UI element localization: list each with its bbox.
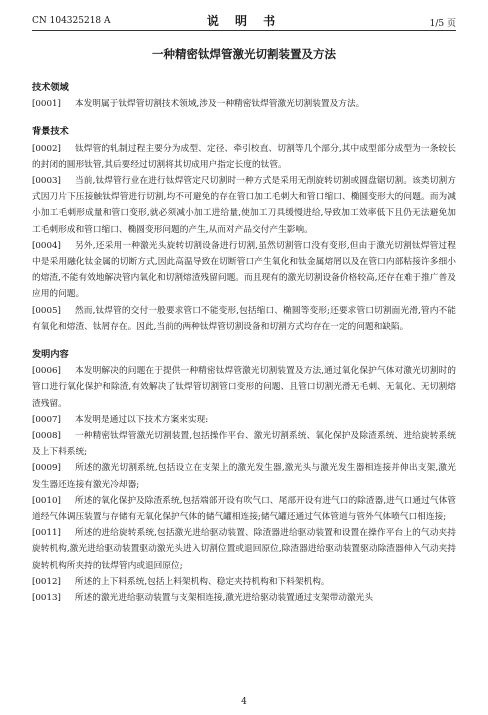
paragraph xyxy=(32,460,456,492)
paragraph-number: [0013] xyxy=(32,593,61,604)
section-heading: 技术领域 xyxy=(32,82,69,93)
paragraph-text: 另外,还采用一种激光头旋转切割设备进行切割,虽然切割管口没有变形,但由于激光切割钛焊管过程中是采用融化钛金属的切断方式,因此高温导致在切断管口产生氧化和钛金属熔屑以及在管口内部粘接许多细小的熔渣,不能有效地解决管内氧化和切割熔渣残留问题。而且现有的激光切割设备价格较高,还存在难于推广普及应用的问题。 xyxy=(32,240,456,300)
paragraph-text: 然而,钛焊管的交付一般要求管口不能变形,包括缩口、椭圆等变形;还要求管口切割面光滑,管内不能有氧化和熔渣、钛屑存在。因此,当前的两种钛焊管切割设备和切割方式均存在一定的问题和缺陷。 xyxy=(32,305,456,332)
paragraph-text: 本发明是通过以下技术方案来实现: xyxy=(74,414,209,425)
paragraph xyxy=(32,590,456,606)
paragraph xyxy=(32,574,456,590)
paragraph xyxy=(32,238,456,303)
paragraph-text: 所述的激光进给驱动装置与支架相连接,激光进给驱动装置通过支架带动激光头 xyxy=(74,593,374,604)
paragraph xyxy=(32,428,456,460)
paragraph-text: 一种精密钛焊管激光切割装置,包括操作平台、激光切割系统、氧化保护及除渣系统、进给旋转系统及上下料系统; xyxy=(32,431,456,458)
paragraph-number: [0012] xyxy=(32,576,61,587)
paragraph xyxy=(32,173,456,238)
page-indicator: 1/5 页 xyxy=(429,19,456,29)
document-title: 一种精密钛焊管激光切割装置及方法 xyxy=(152,47,336,61)
paragraph-text: 本发明解决的问题在于提供一种精密钛焊管激光切割装置及方法,通过氧化保护气体对激光切割时的管口进行氧化保护和除渣,有效解决了钛焊管切割管口变形的问题、且管口切割光滑无毛刺、无氧化、无切割熔渣残留。 xyxy=(32,366,456,409)
section-heading: 发明内容 xyxy=(32,349,69,361)
paragraph-text: 所述的上下料系统,包括上料架机构、稳定夹持机构和下料架机构。 xyxy=(74,576,330,587)
paragraph-number: [0011] xyxy=(32,528,61,539)
paragraph-number: [0005] xyxy=(32,305,61,316)
paragraph xyxy=(32,96,456,112)
paragraph-number: [0006] xyxy=(32,366,61,377)
paragraph-number: [0003] xyxy=(32,176,61,187)
paragraph xyxy=(32,412,456,428)
paragraph xyxy=(32,303,456,335)
document-body xyxy=(32,80,456,606)
paragraph-text: 钛焊管的轧制过程主要分为成型、定径、牵引校直、切割等几个部分,其中成型部分成型为一条较长的封闭的圆形钛管,其后要经过切割将其切成用户指定长度的钛管。 xyxy=(32,143,456,170)
paragraph-number: [0002] xyxy=(32,143,61,154)
paragraph-text: 所述的氧化保护及除渣系统,包括端部开设有吹气口、尾部开设有进气口的除渣器,进气口通过气体管道经气体调压装置与存储有无氧化保护气体的储气罐相连接;储气罐还通过气体管道与管外气体喷气口相连接; xyxy=(32,495,456,523)
paragraph xyxy=(32,493,456,525)
paragraph-number: [0010] xyxy=(32,495,61,506)
paragraph-number: [0008] xyxy=(32,431,61,442)
page-header xyxy=(32,10,456,31)
paragraph-number: [0007] xyxy=(32,414,61,425)
paragraph-text: 所述的激光切割系统,包括设立在支架上的激光发生器,激光头与激光发生器相连接并伸出支架,激光发生器还连接有激光冷却器; xyxy=(32,463,456,490)
paragraph-number: [0004] xyxy=(32,240,61,251)
section-heading: 背景技术 xyxy=(32,126,69,138)
paragraph xyxy=(32,141,456,173)
paragraph xyxy=(32,525,456,574)
paragraph-number: [0001] xyxy=(32,99,61,110)
paragraph-text: 所述的进给旋转系统,包括激光进给驱动装置、除渣器进给驱动装置和设置在操作平台上的气动夹持旋转机构,激光进给驱动装置驱动激光头进入切割位置或退回原位,除渣器进给驱动装置驱动除渣器伸入气动夹持旋转机构所夹持的钛焊管内或退回原位; xyxy=(32,528,456,571)
document-type: 说 明 书 xyxy=(206,14,282,28)
page-number: 4 xyxy=(241,697,247,707)
paragraph-text: 本发明属于钛焊管切割技术领域,涉及一种精密钛焊管激光切割装置及方法。 xyxy=(74,99,365,110)
paragraph-text: 当前,钛焊管行业在进行钛焊管定尺切割时一种方式是采用无削旋转切割或圆盘锯切割。该类切割方式因刀片下压接触钛焊管进行切割,均不可避免的存在管口加工毛刺大和管口缩口、椭圆变形大的问题。而为减小加工毛刺形成量和管口变形,就必须减小加工进给量,使加工刀具缓慢进给,导致加工效率低下且仍无法避免加工毛刺形成和管口缩口、椭圆变形问题的产生,从而对产品交付产生影响。 xyxy=(32,176,456,235)
paragraph xyxy=(32,363,456,412)
patent-number: CN 104325218 A xyxy=(32,16,111,26)
paragraph-number: [0009] xyxy=(32,463,61,474)
